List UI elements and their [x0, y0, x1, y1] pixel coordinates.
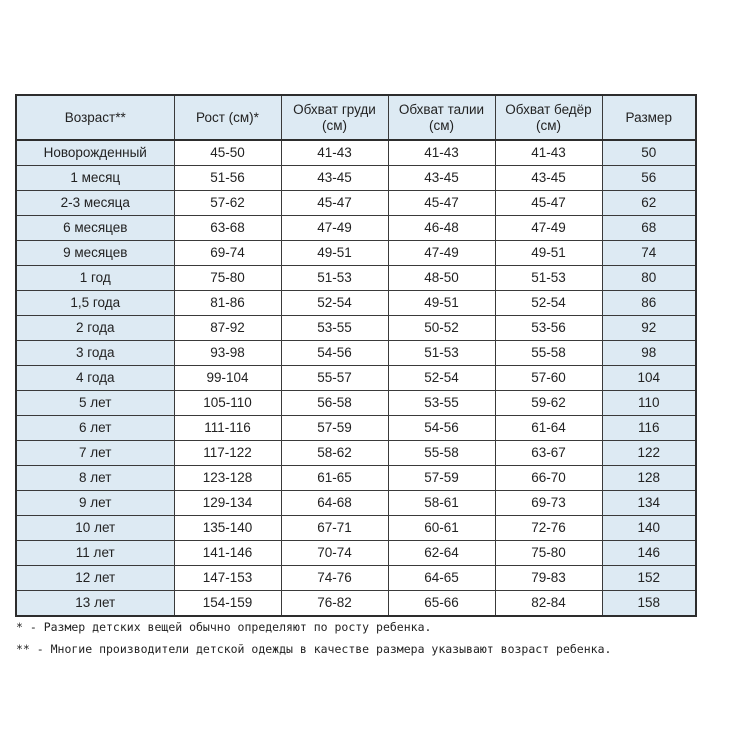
- size-table: [15, 94, 697, 617]
- chest-cell: 61-65: [281, 466, 388, 491]
- chest-cell: 58-62: [281, 441, 388, 466]
- table-row: [16, 466, 696, 491]
- size-chart: [15, 94, 695, 617]
- age-cell: 10 лет: [16, 516, 174, 541]
- waist-cell: 55-58: [388, 441, 495, 466]
- age-cell: 8 лет: [16, 466, 174, 491]
- table-row: [16, 291, 696, 316]
- hips-cell: 47-49: [495, 216, 602, 241]
- age-cell: 11 лет: [16, 541, 174, 566]
- table-row: [16, 566, 696, 591]
- height-cell: 123-128: [174, 466, 281, 491]
- height-cell: 51-56: [174, 166, 281, 191]
- header-age: Возраст**: [16, 95, 174, 140]
- height-cell: 81-86: [174, 291, 281, 316]
- height-cell: 57-62: [174, 191, 281, 216]
- size-cell: 74: [602, 241, 696, 266]
- hips-cell: 53-56: [495, 316, 602, 341]
- hips-cell: 49-51: [495, 241, 602, 266]
- waist-cell: 65-66: [388, 591, 495, 617]
- waist-cell: 46-48: [388, 216, 495, 241]
- chest-cell: 51-53: [281, 266, 388, 291]
- size-cell: 92: [602, 316, 696, 341]
- height-cell: 87-92: [174, 316, 281, 341]
- hips-cell: 79-83: [495, 566, 602, 591]
- height-cell: 117-122: [174, 441, 281, 466]
- age-cell: 13 лет: [16, 591, 174, 617]
- age-cell: 1 год: [16, 266, 174, 291]
- chest-cell: 64-68: [281, 491, 388, 516]
- hips-cell: 75-80: [495, 541, 602, 566]
- chest-cell: 47-49: [281, 216, 388, 241]
- hips-cell: 52-54: [495, 291, 602, 316]
- age-cell: 9 месяцев: [16, 241, 174, 266]
- chest-cell: 57-59: [281, 416, 388, 441]
- footnotes: [16, 616, 746, 660]
- size-cell: 116: [602, 416, 696, 441]
- hips-cell: 45-47: [495, 191, 602, 216]
- table-row: [16, 491, 696, 516]
- chest-cell: 49-51: [281, 241, 388, 266]
- table-row: [16, 266, 696, 291]
- height-cell: 111-116: [174, 416, 281, 441]
- waist-cell: 53-55: [388, 391, 495, 416]
- chest-cell: 70-74: [281, 541, 388, 566]
- height-cell: 154-159: [174, 591, 281, 617]
- footnote-height: * - Размер детских вещей обычно определяют по росту ребенка.: [16, 620, 432, 634]
- chest-cell: 43-45: [281, 166, 388, 191]
- hips-cell: 61-64: [495, 416, 602, 441]
- chest-cell: 67-71: [281, 516, 388, 541]
- size-cell: 80: [602, 266, 696, 291]
- table-row: [16, 166, 696, 191]
- header-size: Размер: [602, 95, 696, 140]
- age-cell: 2 года: [16, 316, 174, 341]
- age-cell: Новорожденный: [16, 140, 174, 166]
- size-cell: 128: [602, 466, 696, 491]
- table-row: [16, 441, 696, 466]
- footnote-age: ** - Многие производители детской одежды в качестве размера указывают возраст ребенка.: [16, 642, 612, 656]
- size-cell: 146: [602, 541, 696, 566]
- height-cell: 63-68: [174, 216, 281, 241]
- table-row: [16, 216, 696, 241]
- height-cell: 93-98: [174, 341, 281, 366]
- height-cell: 135-140: [174, 516, 281, 541]
- chest-cell: 53-55: [281, 316, 388, 341]
- size-cell: 110: [602, 391, 696, 416]
- header-chest: Обхват груди (см): [281, 95, 388, 140]
- waist-cell: 51-53: [388, 341, 495, 366]
- hips-cell: 55-58: [495, 341, 602, 366]
- waist-cell: 49-51: [388, 291, 495, 316]
- table-row: [16, 191, 696, 216]
- size-cell: 56: [602, 166, 696, 191]
- chest-cell: 56-58: [281, 391, 388, 416]
- waist-cell: 43-45: [388, 166, 495, 191]
- chest-cell: 52-54: [281, 291, 388, 316]
- age-cell: 9 лет: [16, 491, 174, 516]
- age-cell: 12 лет: [16, 566, 174, 591]
- waist-cell: 45-47: [388, 191, 495, 216]
- height-cell: 45-50: [174, 140, 281, 166]
- size-cell: 50: [602, 140, 696, 166]
- chest-cell: 45-47: [281, 191, 388, 216]
- chest-cell: 54-56: [281, 341, 388, 366]
- table-row: [16, 366, 696, 391]
- hips-cell: 57-60: [495, 366, 602, 391]
- chest-cell: 76-82: [281, 591, 388, 617]
- size-cell: 62: [602, 191, 696, 216]
- table-body: [16, 140, 696, 616]
- waist-cell: 54-56: [388, 416, 495, 441]
- table-row: [16, 541, 696, 566]
- age-cell: 1,5 года: [16, 291, 174, 316]
- table-row: [16, 241, 696, 266]
- size-cell: 140: [602, 516, 696, 541]
- waist-cell: 50-52: [388, 316, 495, 341]
- chest-cell: 74-76: [281, 566, 388, 591]
- table-row: [16, 140, 696, 166]
- table-row: [16, 516, 696, 541]
- height-cell: 75-80: [174, 266, 281, 291]
- waist-cell: 60-61: [388, 516, 495, 541]
- hips-cell: 72-76: [495, 516, 602, 541]
- waist-cell: 47-49: [388, 241, 495, 266]
- age-cell: 6 месяцев: [16, 216, 174, 241]
- height-cell: 141-146: [174, 541, 281, 566]
- age-cell: 6 лет: [16, 416, 174, 441]
- height-cell: 147-153: [174, 566, 281, 591]
- age-cell: 3 года: [16, 341, 174, 366]
- table-row: [16, 416, 696, 441]
- age-cell: 7 лет: [16, 441, 174, 466]
- hips-cell: 66-70: [495, 466, 602, 491]
- age-cell: 1 месяц: [16, 166, 174, 191]
- table-row: [16, 591, 696, 617]
- size-cell: 134: [602, 491, 696, 516]
- size-cell: 86: [602, 291, 696, 316]
- size-cell: 68: [602, 216, 696, 241]
- age-cell: 2-3 месяца: [16, 191, 174, 216]
- size-cell: 152: [602, 566, 696, 591]
- hips-cell: 59-62: [495, 391, 602, 416]
- height-cell: 129-134: [174, 491, 281, 516]
- waist-cell: 62-64: [388, 541, 495, 566]
- table-row: [16, 341, 696, 366]
- header-waist: Обхват талии (см): [388, 95, 495, 140]
- size-cell: 122: [602, 441, 696, 466]
- waist-cell: 64-65: [388, 566, 495, 591]
- hips-cell: 63-67: [495, 441, 602, 466]
- hips-cell: 69-73: [495, 491, 602, 516]
- size-cell: 98: [602, 341, 696, 366]
- height-cell: 99-104: [174, 366, 281, 391]
- hips-cell: 51-53: [495, 266, 602, 291]
- table-header: [16, 95, 696, 140]
- hips-cell: 43-45: [495, 166, 602, 191]
- table-row: [16, 391, 696, 416]
- age-cell: 5 лет: [16, 391, 174, 416]
- size-cell: 158: [602, 591, 696, 617]
- hips-cell: 82-84: [495, 591, 602, 617]
- waist-cell: 41-43: [388, 140, 495, 166]
- waist-cell: 52-54: [388, 366, 495, 391]
- chest-cell: 55-57: [281, 366, 388, 391]
- waist-cell: 48-50: [388, 266, 495, 291]
- height-cell: 69-74: [174, 241, 281, 266]
- hips-cell: 41-43: [495, 140, 602, 166]
- table-row: [16, 316, 696, 341]
- waist-cell: 57-59: [388, 466, 495, 491]
- header-hips: Обхват бедёр (см): [495, 95, 602, 140]
- header-height: Рост (см)*: [174, 95, 281, 140]
- header-row: [16, 95, 696, 140]
- chest-cell: 41-43: [281, 140, 388, 166]
- size-cell: 104: [602, 366, 696, 391]
- age-cell: 4 года: [16, 366, 174, 391]
- height-cell: 105-110: [174, 391, 281, 416]
- waist-cell: 58-61: [388, 491, 495, 516]
